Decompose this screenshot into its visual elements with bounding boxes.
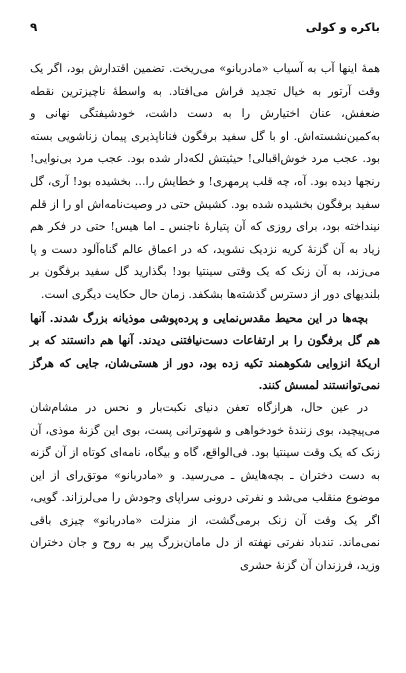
paragraph-2: بچه‌ها در این محیط مقدس‌نمایی و پرده‌پوشی موذیانه بزرگ شدند. آنها هم گل برفگون را بر ارتفاعات دست‌نیافتنی دیدند. آنها هم دانستند که بر اریکهٔ انزوایی شکوهمند تکیه زده بود، دور از هستی‌شان، جایی که هرگز نمی‌توانستند لمسش کنند. bbox=[30, 310, 380, 393]
body-text bbox=[30, 58, 380, 578]
page-header bbox=[30, 20, 380, 40]
running-title: باکره و کولی bbox=[305, 20, 380, 34]
page-number: ۹ bbox=[30, 20, 38, 34]
paragraph-3: در عین حال، هرازگاه تعفن دنیای نکبت‌بار و نحس در مشام‌شان می‌پیچید، بوی زنندهٔ خودخواهی و شهوترانی پست، بوی این گزنهٔ موذی، آن زنک که یک وقت سینتیا بود. فی‌الواقع، گاه و بیگاه، نامه‌ای کوتاه از آن گزنه به دست دختران ـ بچه‌هایش ـ می‌رسید. و «مادربانو» موتق‌رای از این موضوع منقلب می‌شد و نفرتی درونی سراپای وجودش را می‌لرزاند. گویی، اگر یک وقت آن زنک برمی‌گشت، از منزلت «مادربانو» چیزی باقی نمی‌ماند. تندباد نفرتی نهفته از دل مامان‌بزرگ پیر به روح و جان دختران وزید، فرزندان آن گزنهٔ حشری bbox=[30, 400, 380, 573]
paragraph-1: همهٔ اینها آب به آسیاب «مادربانو» می‌ریخت. تضمین اقتدارش بود، اگر یک وقت آرتور به خیال تجدید فراش می‌افتاد. به واسطهٔ ناچیزترین نقطه ضعفش، عنان اختیارش را به دست داشت، خودشیفتگی نهانی و به‌کمین‌نشسته‌اش. او با گل سفید برفگون فناناپذیری پیمان زناشویی بسته بود. عجب مرد خوش‌اقبالی! حیثیتش لکه‌دار شده بود. عجب مرد بی‌نوایی! رنجها دیده بود. آه، چه قلب پرمهری! و خطایش را... بخشیده بود! آری، گل سفید برفگون بخشیده شده بود. کشیش حتی در وصیت‌نامه‌اش او را از قلم نینداخته بود، برای روزی که آن پتیارهٔ ناجنس ـ اما هیس! حتی در فکر هم زیاد به آن گزنهٔ کریه نزدیک نشوید، که در اعماق عالم گناه‌آلود دست و پا می‌زند، به آن زنک که یک وقتی سینتیا بود! بگذارید گل سفید برفگون بر بلندیهای دور از دسترس گذشته‌ها بشکفد. زمان حال حکایت دیگری است. bbox=[30, 62, 380, 301]
